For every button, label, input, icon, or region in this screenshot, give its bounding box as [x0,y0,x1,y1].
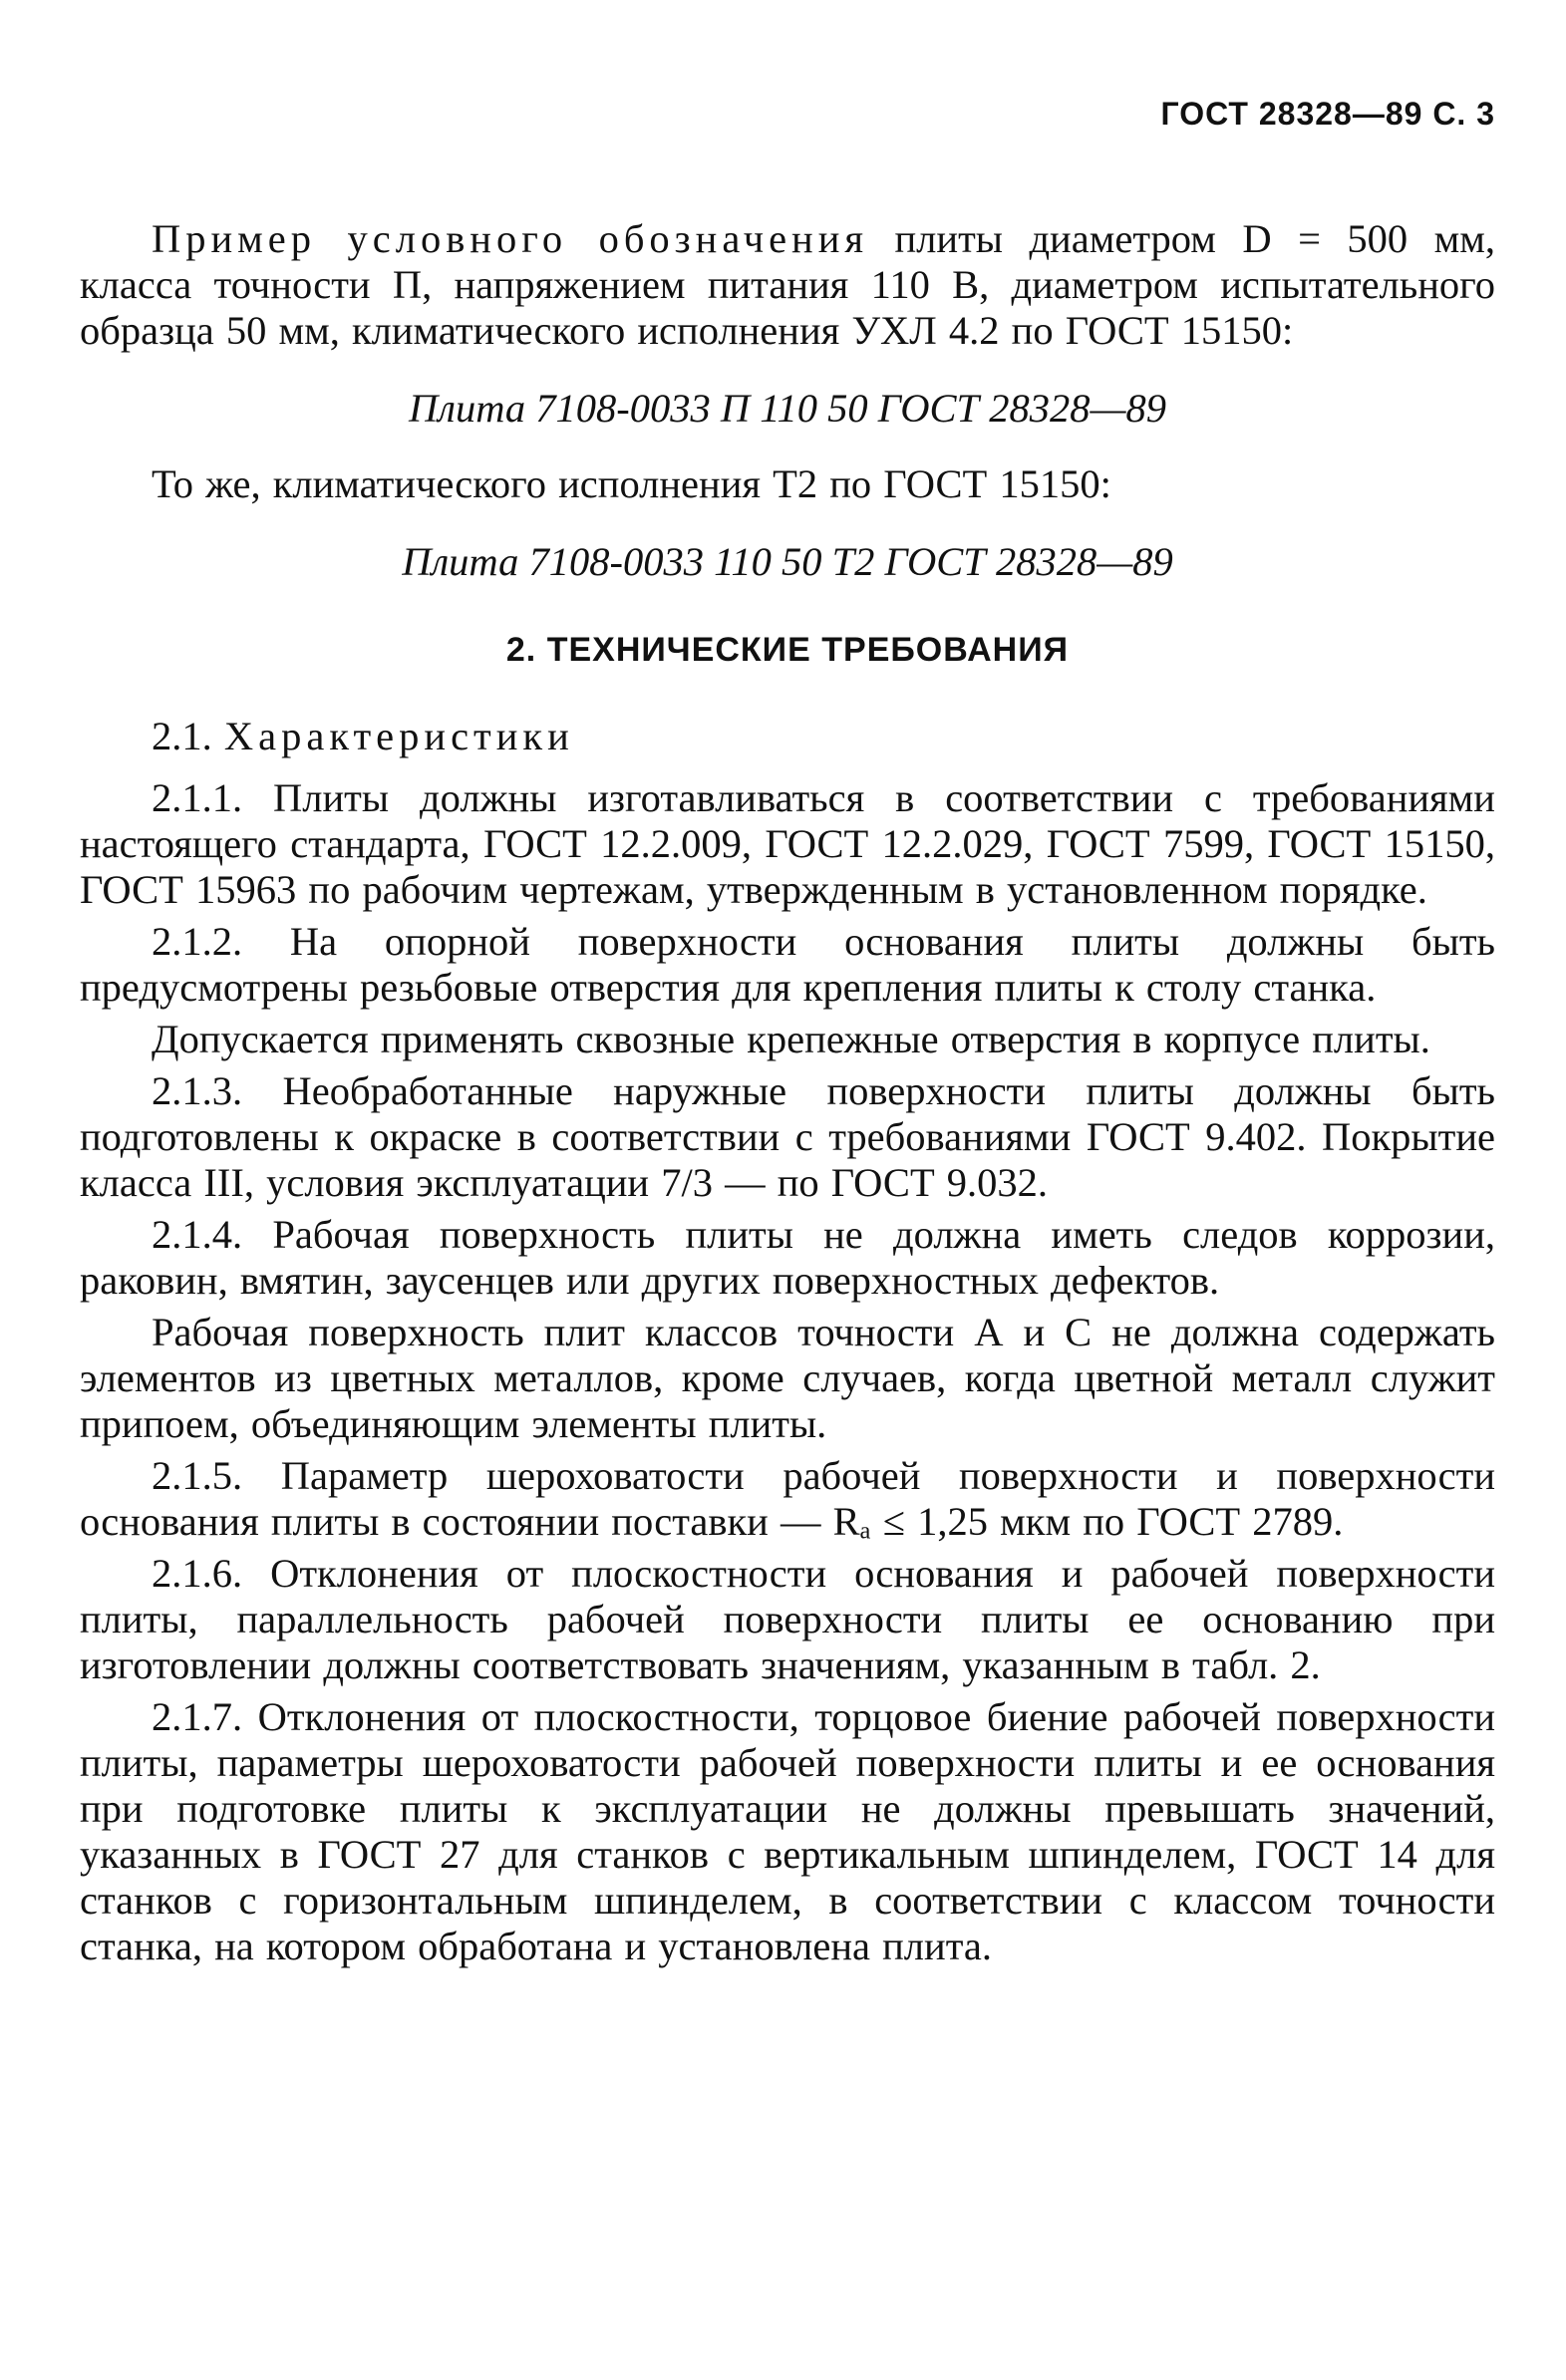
example-text: плиты диаметром D = 500 мм, класса точности П, напряжением питания 110 В, диаметром испытательного образца 50 мм, климатического исполнения УХЛ 4.2 по ГОСТ 15150: [80,216,1495,353]
subsection-number: 2.1. [152,714,224,758]
designation-example-2: Плита 7108-0033 110 50 Т2 ГОСТ 28328—89 [402,539,1173,584]
section-title: 2. ТЕХНИЧЕСКИЕ ТРЕБОВАНИЯ [505,631,1070,669]
clause-2-1-7: 2.1.7. Отклонения от плоскостности, торцовое биение рабочей поверхности плиты, параметры шероховатости рабочей поверхности плиты и ее основания при подготовке плиты к эксплуатации не должны превышать значений, указанных в ГОСТ 27 для станков с вертикальным шпинделем, ГОСТ 14 для станков с горизонтальным шпинделем, в соответствии с классом точности станка, на котором обработана и установлена плита. [80,1694,1495,1968]
example-lead: Пример условного обозначения [152,216,869,261]
clause-2-1-1: 2.1.1. Плиты должны изготавливаться в соответствии с требованиями настоящего стандарта, ГОСТ 12.2.009, ГОСТ 12.2.029, ГОСТ 7599, ГОСТ 15150, ГОСТ 15963 по рабочим чертежам, утвержденным в установленном порядке. [80,775,1495,912]
document-page [80,96,1495,1969]
clause-2-1-2-note: Допускается применять сквозные крепежные отверстия в корпусе плиты. [152,1017,1430,1061]
example-paragraph [80,216,1495,354]
clause-2-1-2: 2.1.2. На опорной поверхности основания плиты должны быть предусмотрены резьбовые отверстия для крепления плиты к столу станка. [80,919,1495,1010]
clause-2-1-5: 2.1.5. Параметр шероховатости рабочей поверхности и поверхности основания плиты в состоянии поставки — Rₐ ≤ 1,25 мкм по ГОСТ 2789. [80,1453,1495,1544]
clause-2-1-6: 2.1.6. Отклонения от плоскостности основания и рабочей поверхности плиты, параллельность рабочей поверхности плиты ее основанию при изготовлении должны соответствовать значениям, указанным в табл. 2. [80,1551,1495,1687]
clause-2-1-3: 2.1.3. Необработанные наружные поверхности плиты должны быть подготовлены к окраске в соответствии с требованиями ГОСТ 9.402. Покрытие класса III, условия эксплуатации 7/3 — по ГОСТ 9.032. [80,1068,1495,1205]
clause-2-1-4-note: Рабочая поверхность плит классов точности А и С не должна содержать элементов из цветных металлов, кроме случаев, когда цветной металл служит припоем, объединяющим элементы плиты. [80,1310,1495,1446]
running-header: ГОСТ 28328—89 С. 3 [1160,96,1495,132]
subsection-title: Характеристики [223,714,574,758]
designation-example-1: Плита 7108-0033 П 110 50 ГОСТ 28328—89 [409,386,1166,431]
clause-2-1-4: 2.1.4. Рабочая поверхность плиты не должна иметь следов коррозии, раковин, вмятин, заусенцев или других поверхностных дефектов. [80,1212,1495,1303]
subsection-heading [80,714,1495,759]
same-paragraph: То же, климатического исполнения Т2 по ГОСТ 15150: [152,461,1111,506]
